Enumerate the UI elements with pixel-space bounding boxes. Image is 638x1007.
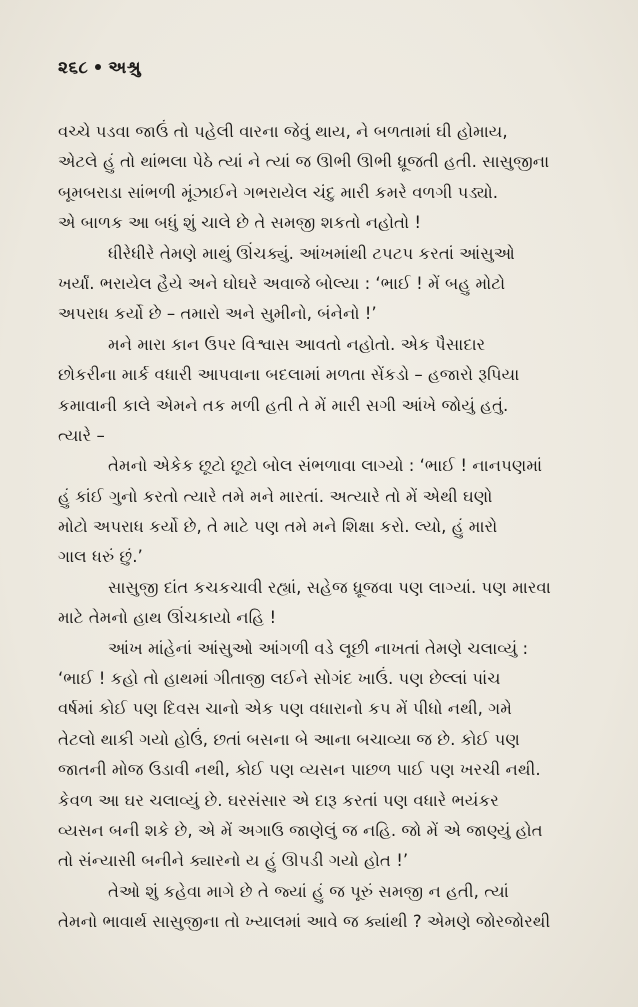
running-header xyxy=(58,58,141,78)
text-line: કેવળ આ ઘર ચલાવ્યું છે. ઘરસંસાર એ દારૂ કરતાં પણ વધારે ભયંકર xyxy=(58,790,499,810)
text-line: જાતની મોજ ઉડાવી નથી, કોઈ પણ વ્યસન પાછળ પાઈ પણ ખરચી નથી. xyxy=(58,760,541,780)
text-line: ધીરેધીરે તેમણે માથું ઊંચક્યું. આંખમાંથી ટપટપ કરતાં આંસુઓ xyxy=(108,243,515,263)
text-line: આંખ માંહેનાં આંસુઓ આંગળી વડે લૂછી નાખતાં તેમણે ચલાવ્યું : xyxy=(108,638,529,658)
text-line: સાસુજી દાંત કચકચાવી રહ્યાં, સહેજ ધ્રૂજવા પણ લાગ્યાં. પણ મારવા xyxy=(108,577,551,597)
text-line: છોકરીના માર્ક વધારી આપવાના બદલામાં મળતા સેંકડો – હજારો રૂપિયા xyxy=(58,365,520,385)
text-line: મને મારા કાન ઉપર વિશ્વાસ આવતો નહોતો. એક પૈસાદાર xyxy=(108,334,486,354)
text-line: તેટલો થાકી ગયો હોઉં, છતાં બસના બે આના બચાવ્યા જ છે. કોઈ પણ xyxy=(58,729,520,749)
text-line: ‘ભાઈ ! કહો તો હાથમાં ગીતાજી લઈને સોગંદ ખાઉં. પણ છેલ્લાં પાંચ xyxy=(58,669,501,689)
text-line: વર્ષમાં કોઈ પણ દિવસ ચાનો એક પણ વધારાનો કપ મેં પીધો નથી, ગમે xyxy=(58,699,512,719)
book-title: અશ્રુ xyxy=(108,58,142,78)
text-line: મોટો અપરાધ કર્યો છે, તે માટે પણ તમે મને શિક્ષા કરો. લ્યો, હું મારો xyxy=(58,517,498,537)
text-line: બૂમબરાડા સાંભળી મૂંઝાઈને ગભરાયેલ ચંદુ મારી કમરે વળગી પડ્યો. xyxy=(58,182,499,202)
body-text xyxy=(58,117,606,938)
text-line: વ્યસન બની શકે છે, એ મેં અગાઉ જાણેલું જ નહિ. જો મેં એ જાણ્યું હોત xyxy=(58,820,543,840)
page-number: ૨૬૮ xyxy=(58,58,89,78)
text-line: ગાલ ધરું છું.’ xyxy=(58,547,143,567)
text-line: અપરાધ કર્યો છે – તમારો અને સુમીનો, બંનેનો !’ xyxy=(58,304,377,324)
text-line: તેમનો એકેક છૂટો છૂટો બોલ સંભળાવા લાગ્યો : ‘ભાઈ ! નાનપણમાં xyxy=(108,456,543,476)
bullet-separator-icon xyxy=(95,64,101,70)
text-line: માટે તેમનો હાથ ઊંચકાયો નહિ ! xyxy=(58,608,277,628)
text-line: વચ્ચે પડવા જાઉં તો પહેલી વારના જેવું થાય, ને બળતામાં ઘી હોમાય, xyxy=(58,122,508,141)
text-line: એ બાળક આ બધું શું ચાલે છે તે સમજી શકતો નહોતો ! xyxy=(58,213,422,233)
text-line: હું કાંઈ ગુનો કરતો ત્યારે તમે મને મારતાં. અત્યારે તો મેં એથી ઘણો xyxy=(58,486,493,506)
text-line: તેમનો ભાવાર્થ સાસુજીના તો ખ્યાલમાં આવે જ ક્યાંથી ? એમણે જોરજોરથી xyxy=(58,912,551,932)
text-line: તેઓ શું કહેવા માગે છે તે જ્યાં હું જ પૂરું સમજી ન હતી, ત્યાં xyxy=(108,881,509,901)
text-line: એટલે હું તો થાંભલા પેઠે ત્યાં ને ત્યાં જ ઊભી ઊભી ધ્રૂજતી હતી. સાસુજીના xyxy=(58,152,550,172)
text-line: ત્યારે – xyxy=(58,425,105,445)
text-line: તો સંન્યાસી બનીને ક્યારનો ય હું ઊપડી ગયો હોત !’ xyxy=(58,851,409,871)
text-line: કમાવાની કાલે એમને તક મળી હતી તે મેં મારી સગી આંખે જોયું હતું. xyxy=(58,395,509,415)
text-line: ખર્યાં. ભરાયેલ હૈયે અને ઘોઘરે અવાજે બોલ્યા : ‘ભાઈ ! મેં બહુ મોટો xyxy=(58,273,506,293)
